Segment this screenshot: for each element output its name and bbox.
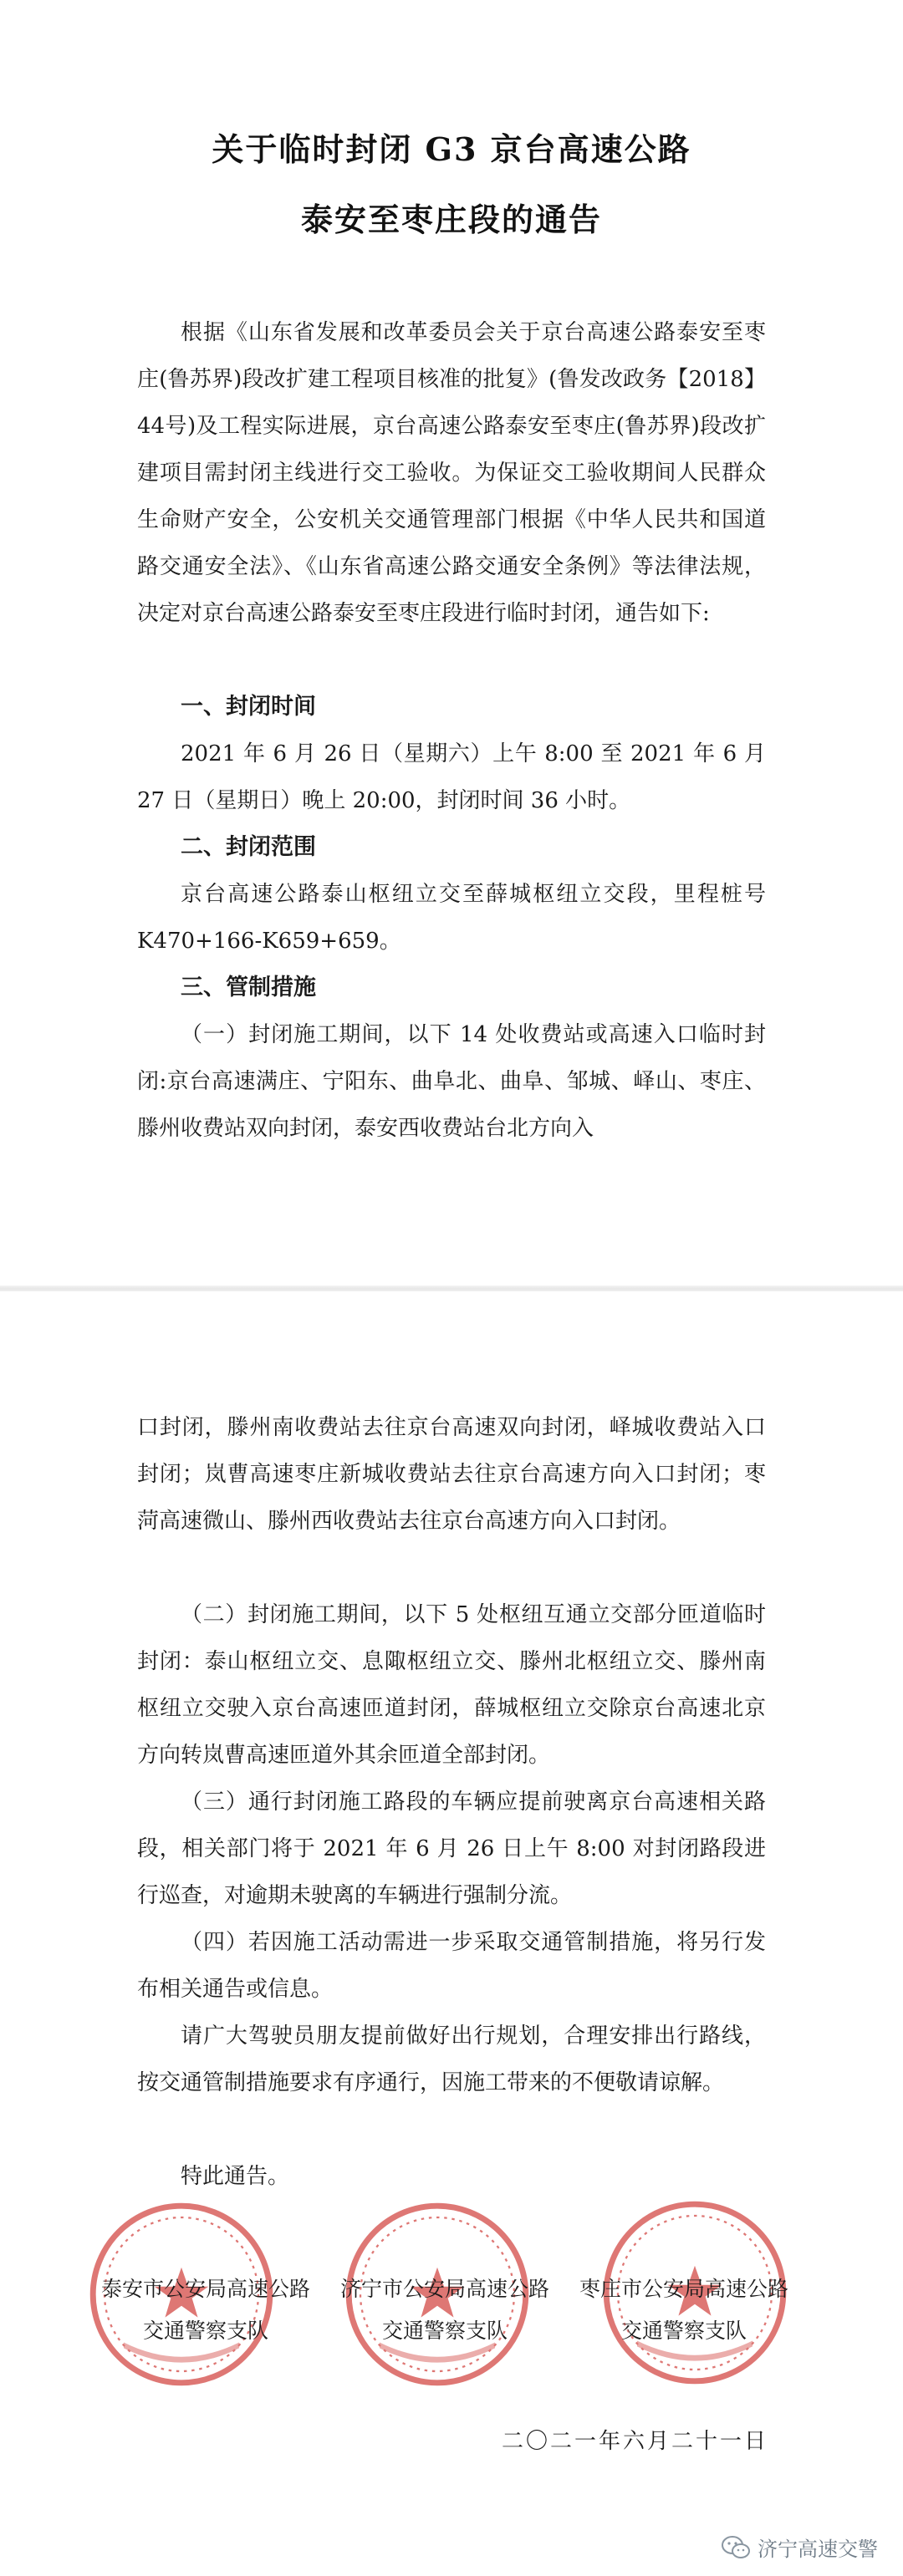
measure2-paragraph: （二）封闭施工期间，以下 5 处枢纽互通立交部分匝道临时封闭：泰山枢纽立交、息陬枢纽立交、滕州北枢纽立交、滕州南枢纽立交驶入京台高速匝道封闭，薛城枢纽立交除京台高速北京方向转岚曹高速匝道外其余匝道全部封闭。: [137, 1602, 766, 1768]
measure1-paragraph-part1: （一）封闭施工期间，以下 14 处收费站或高速入口临时封闭:京台高速满庄、宁阳东、曲阜北、曲阜、邹城、峄山、枣庄、滕州收费站双向封闭，泰安西收费站台北方向入: [137, 1022, 766, 1141]
signature-taian-line1: 泰安市公安局高速公路: [100, 2277, 310, 2301]
section2-heading: 二、封闭范围: [181, 834, 316, 860]
signature-taian-line2: 交通警察支队: [142, 2319, 268, 2343]
notice-title-line1: 关于临时封闭 G3 京台高速公路: [212, 130, 691, 168]
wechat-icon: [721, 2535, 751, 2560]
signature-jining-line1: 济宁市公安局高速公路: [339, 2277, 549, 2301]
watermark-text: 济宁高速交警: [758, 2538, 878, 2561]
measure4-paragraph: （四）若因施工活动需进一步采取交通管制措施，将另行发布相关通告或信息。: [137, 1930, 766, 2002]
signature-jining-line2: 交通警察支队: [381, 2319, 508, 2343]
issue-date: 二〇二一年六月二十一日: [502, 2429, 769, 2454]
notice-title-line2: 泰安至枣庄段的通告: [300, 201, 602, 238]
signature-zaozhuang-line1: 枣庄市公安局高速公路: [579, 2277, 788, 2301]
signature-zaozhuang: [577, 2268, 791, 2352]
measure1-paragraph-part2: 口封闭，滕州南收费站去往京台高速双向封闭，峄城收费站入口封闭；岚曹高速枣庄新城收费站去往京台高速方向入口封闭；枣菏高速微山、滕州西收费站去往京台高速方向入口封闭。: [137, 1415, 766, 1534]
account-watermark: [721, 2533, 878, 2562]
signature-jining: [338, 2268, 552, 2352]
section3-heading: 三、管制措施: [181, 975, 316, 1000]
appeal-paragraph: 请广大驾驶员朋友提前做好出行规划，合理安排出行路线，按交通管制措施要求有序通行，因施工带来的不便敬请谅解。: [137, 2024, 766, 2095]
signature-zaozhuang-line2: 交通警察支队: [620, 2319, 747, 2343]
measure3-paragraph: （三）通行封闭施工路段的车辆应提前驶离京台高速相关路段，相关部门将于 2021 年 6 月 26 日上午 8:00 对封闭路段进行巡查，对逾期未驶离的车辆进行强制分流。: [137, 1789, 766, 1908]
section1-heading: 一、封闭时间: [181, 694, 316, 720]
signature-taian: [99, 2268, 313, 2352]
closing-paragraph: 特此通告。: [181, 2164, 290, 2189]
intro-paragraph: 根据《山东省发展和改革委员会关于京台高速公路泰安至枣庄(鲁苏界)段改扩建工程项目核准的批复》(鲁发改政务【2018】44号)及工程实际进展，京台高速公路泰安至枣庄(鲁苏界)段改扩建项目需封闭主线进行交工验收。为保证交工验收期间人民群众生命财产安全，公安机关交通管理部门根据《中华人民共和国道路交通安全法》、《山东省高速公路交通安全条例》等法律法规，决定对京台高速公路泰安至枣庄段进行临时封闭，通告如下:: [137, 320, 766, 626]
section2-body: 京台高速公路泰山枢纽立交至薛城枢纽立交段，里程桩号 K470+166-K659+659。: [137, 882, 766, 954]
section1-body: 2021 年 6 月 26 日（星期六）上午 8:00 至 2021 年 6 月 27 日（星期日）晚上 20:00，封闭时间 36 小时。: [137, 741, 766, 813]
